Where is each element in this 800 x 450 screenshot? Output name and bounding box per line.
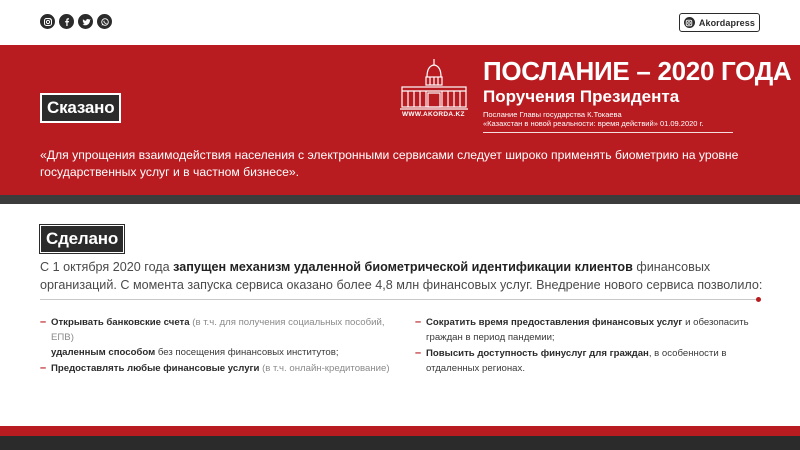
bullet-note: (в т.ч. для получения социальных пособий, ЕПВ) xyxy=(51,317,385,343)
bullet-bold: Предоставлять любые финансовые услуги xyxy=(51,363,260,374)
source-line-1: Послание Главы государства К.Токаева xyxy=(483,110,622,119)
bullet-text: без посещения финансовых институтов; xyxy=(155,347,339,358)
bullet-dash-icon: – xyxy=(415,347,422,359)
list-item xyxy=(415,346,765,376)
akordapress-handle[interactable] xyxy=(679,13,760,32)
list-item xyxy=(415,315,765,345)
divider-dot xyxy=(756,297,761,302)
said-label: Сказано xyxy=(41,94,120,122)
bullets-right xyxy=(415,315,765,377)
page-subtitle: Поручения Президента xyxy=(483,87,680,106)
akorda-url[interactable]: WWW.AKORDA.KZ xyxy=(402,111,465,118)
akorda-palace-logo-icon xyxy=(400,57,472,119)
footer-dark-strip xyxy=(0,436,800,450)
footer-red-strip xyxy=(0,426,800,436)
bullet-note: (в т.ч. онлайн-кредитование) xyxy=(259,363,390,374)
facebook-icon[interactable] xyxy=(59,14,74,29)
handle-text: Akordapress xyxy=(698,17,755,28)
list-item xyxy=(40,315,400,360)
bullet-text: , в особенности в отдаленных регионах. xyxy=(426,348,727,374)
done-intro xyxy=(40,258,770,294)
page-title: ПОСЛАНИЕ – 2020 ГОДА xyxy=(483,56,792,86)
list-item xyxy=(40,361,400,376)
social-icons xyxy=(40,14,112,29)
president-quote: «Для упрощения взаимодействия населения с электронными сервисами следует широко применять биометрию на уровне государственных услуг и в частном бизнесе». xyxy=(40,148,739,179)
intro-text-2: финансовых организаций. С момента запуска сервиса оказано более 4,8 млн финансовых услуг. Внедрение нового сервиса позволило: xyxy=(40,260,763,292)
source-line-2: «Казахстан в новой реальности: время действий» 01.09.2020 г. xyxy=(483,119,704,128)
intro-text-1: С 1 октября 2020 года xyxy=(40,260,174,274)
bullets-left xyxy=(40,315,400,377)
top-bar xyxy=(0,0,800,45)
bullet-dash-icon: – xyxy=(415,316,422,328)
bullet-dash-icon: – xyxy=(40,362,47,374)
section-divider-strip xyxy=(0,195,800,204)
instagram-icon[interactable] xyxy=(40,14,55,29)
intro-highlight: запущен механизм удаленной биометрической идентификации клиентов xyxy=(173,260,633,274)
bullet-text: и обезопасить граждан в период пандемии; xyxy=(426,317,749,343)
bullet-bold: Открывать банковские счета xyxy=(51,317,190,328)
content-divider xyxy=(40,299,760,300)
bullet-bold: удаленным способом xyxy=(51,347,156,358)
instagram-icon xyxy=(684,17,695,28)
bullet-bold: Повысить доступность финуслуг для граждан xyxy=(426,348,649,359)
source-underline xyxy=(483,132,733,133)
bullet-dash-icon: – xyxy=(40,316,47,328)
done-label: Сделано xyxy=(40,225,124,253)
whatsapp-icon[interactable] xyxy=(97,14,112,29)
twitter-icon[interactable] xyxy=(78,14,93,29)
bullet-bold: Сократить время предоставления финансовых услуг xyxy=(426,317,683,328)
